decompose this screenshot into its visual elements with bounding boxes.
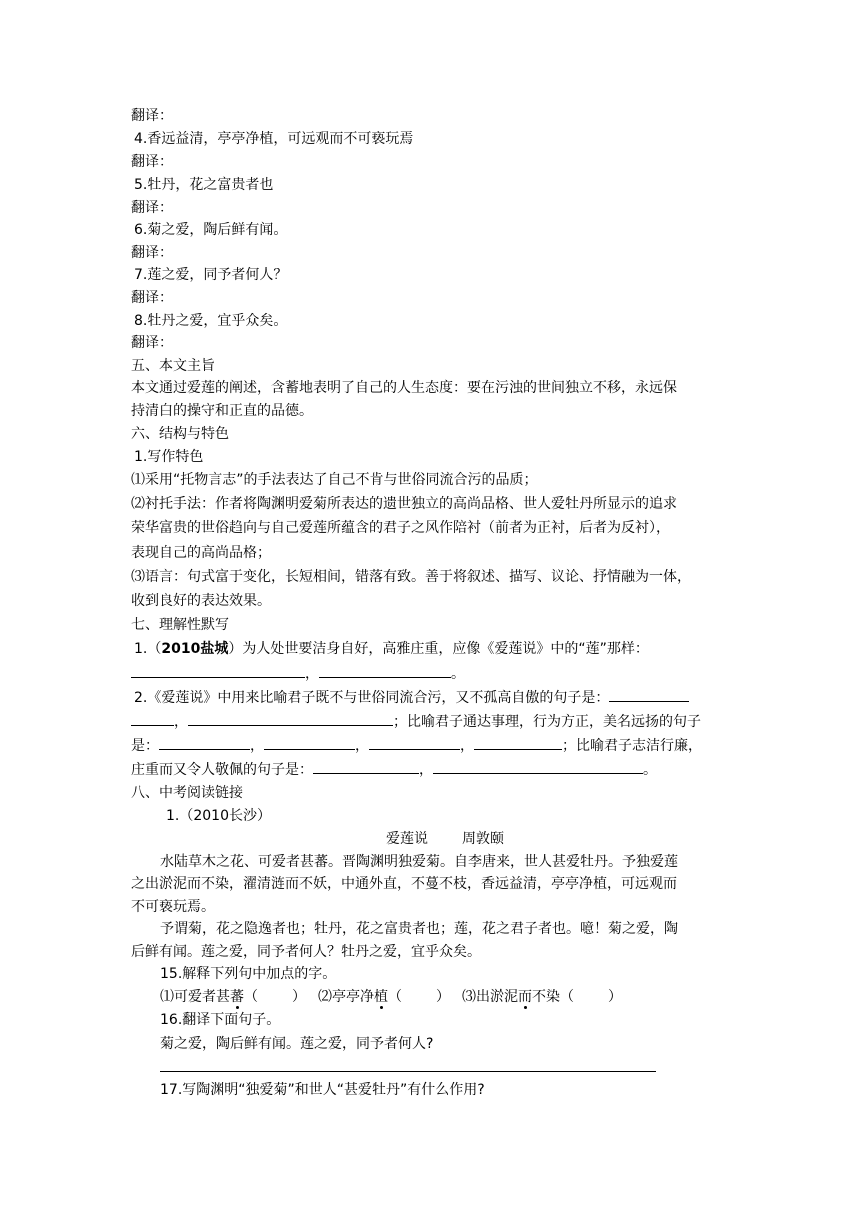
paren-close: ） <box>292 989 306 1005</box>
feature-item-2: 表现自己的高尚品格； <box>131 545 271 561</box>
question-1 <box>134 639 649 659</box>
paren-close: ） <box>608 989 622 1005</box>
article-title: 爱莲说 <box>386 831 428 847</box>
section-6-subtitle: 1.写作特色 <box>134 449 204 465</box>
article-paragraph: 予谓菊，花之隐逸者也；牡丹，花之富贵者也；莲，花之君子者也。噫！菊之爱，陶 <box>160 921 678 937</box>
translation-label: 翻译： <box>131 290 173 306</box>
feature-item-3: ⑶语言：句式富于变化，长短相间，错落有致。善于将叙述、描写、议论、抒情融为一体， <box>131 569 691 585</box>
comma: ， <box>250 738 264 754</box>
answer-blank[interactable] <box>188 711 393 726</box>
answer-blank[interactable] <box>131 663 305 678</box>
article-author: 周敦颐 <box>462 831 504 847</box>
q15-item-3: ⑶出淤泥 <box>462 989 518 1005</box>
paren-open: （ <box>244 989 258 1005</box>
paren-close: ） <box>436 989 450 1005</box>
q15-item-1: ⑴可爱者甚 <box>160 989 230 1005</box>
article-paragraph: 水陆草木之花、可爱者甚蕃。晋陶渊明独爱菊。自李唐来，世人甚爱牡丹。予独爱莲 <box>160 854 678 870</box>
feature-item-2: 荣华富贵的世俗趋向与自己爱莲所蕴含的君子之风作陪衬（前者为正衬，后者为反衬）， <box>131 520 670 536</box>
period: 。 <box>643 762 657 778</box>
dotted-char: 蕃 <box>230 989 244 1005</box>
question-2-text: ；比喻君子志洁行廉， <box>562 738 702 754</box>
question-2-text: 2.《爱莲说》中用来比喻君子既不与世俗同流合污，又不孤高自傲的句子是： <box>134 690 610 706</box>
feature-item-2: ⑵衬托手法：作者将陶渊明爱菊所表达的遗世独立的高尚品格、世人爱牡丹所显示的追求 <box>131 496 677 512</box>
translation-label: 翻译： <box>131 200 173 216</box>
comma: ， <box>355 738 369 754</box>
sentence-6: 6.菊之爱，陶后鲜有闻。 <box>134 222 288 238</box>
question-17: 17.写陶渊明“独爱菊”和世人“甚爱牡丹”有什么作用? <box>160 1082 485 1098</box>
article-paragraph: 后鲜有闻。莲之爱，同予者何人？牡丹之爱，宜乎众矣。 <box>131 944 481 960</box>
q15-item-2: ⑵亭亭净 <box>318 989 374 1005</box>
paren-open: （ <box>560 989 574 1005</box>
article-paragraph: 不可亵玩焉。 <box>131 899 215 915</box>
sentence-5: 5.牡丹，花之富贵者也 <box>134 177 274 193</box>
q15-item-3-rest: 不染 <box>532 989 560 1005</box>
section-5-title: 五、本文主旨 <box>131 358 215 374</box>
question-2-line <box>131 711 701 731</box>
section-8-title: 八、中考阅读链接 <box>131 785 243 801</box>
answer-blank[interactable] <box>264 735 355 750</box>
paren-open: （ <box>388 989 402 1005</box>
question-16: 16.翻译下面句子。 <box>160 1012 281 1028</box>
comma: ， <box>174 714 188 730</box>
translation-label: 翻译： <box>131 335 173 351</box>
comma: ， <box>419 762 433 778</box>
question-2-text: 是： <box>131 738 159 754</box>
section-6-title: 六、结构与特色 <box>131 426 229 442</box>
period: 。 <box>451 666 465 682</box>
question-1-source: 2010盐城 <box>161 641 229 657</box>
feature-item-1: ⑴采用“托物言志”的手法表达了自己不肯与世俗同流合污的品质； <box>131 472 538 488</box>
feature-item-3: 收到良好的表达效果。 <box>131 593 271 609</box>
translation-label: 翻译： <box>131 245 173 261</box>
question-1-text: ）为人处世要洁身自好，高雅庄重，应像《爱莲说》中的“莲”那样： <box>228 641 649 657</box>
question-2-text: 庄重而又令人敬佩的句子是： <box>131 762 313 778</box>
answer-blank[interactable] <box>313 759 419 774</box>
sentence-7: 7.莲之爱，同予者何人？ <box>134 267 288 283</box>
dotted-char: 而 <box>518 989 532 1005</box>
answer-blank[interactable] <box>609 687 689 702</box>
sentence-4: 4.香远益清，亭亭净植，可远观而不可亵玩焉 <box>134 131 414 147</box>
question-2-line <box>131 759 657 779</box>
translation-label: 翻译： <box>131 154 173 170</box>
question-2-text: ；比喻君子通达事理，行为方正，美名远扬的句子 <box>393 714 701 730</box>
answer-blank[interactable] <box>369 735 460 750</box>
comma: ， <box>460 738 474 754</box>
comma: ， <box>305 666 319 682</box>
answer-blank[interactable] <box>131 711 174 726</box>
question-15-items <box>160 987 622 1007</box>
answer-blank[interactable] <box>159 735 250 750</box>
question-2 <box>134 687 689 707</box>
question-16-sentence: 菊之爱，陶后鲜有闻。莲之爱，同予者何人? <box>160 1036 434 1052</box>
section-5-text: 本文通过爱莲的阐述，含蓄地表明了自己的人生态度：要在污浊的世间独立不移，永远保 <box>131 380 677 396</box>
question-2-line <box>131 735 702 755</box>
answer-line <box>131 663 465 683</box>
sentence-8: 8.牡丹之爱，宜乎众矣。 <box>134 313 288 329</box>
reading-question-1: 1.（2010长沙） <box>166 808 271 824</box>
answer-blank[interactable] <box>319 663 451 678</box>
dotted-char: 植 <box>374 989 388 1005</box>
section-7-title: 七、理解性默写 <box>131 617 229 633</box>
question-1-prefix: 1.（ <box>134 641 162 657</box>
answer-line[interactable] <box>160 1071 656 1072</box>
question-15: 15.解释下列句中加点的字。 <box>160 966 337 982</box>
answer-blank[interactable] <box>433 759 643 774</box>
article-paragraph: 之出淤泥而不染，濯清涟而不妖，中通外直，不蔓不枝，香远益清，亭亭净植，可远观而 <box>131 876 677 892</box>
section-5-text: 持清白的操守和正直的品德。 <box>131 403 313 419</box>
answer-blank[interactable] <box>474 735 562 750</box>
translation-label: 翻译： <box>131 108 173 124</box>
